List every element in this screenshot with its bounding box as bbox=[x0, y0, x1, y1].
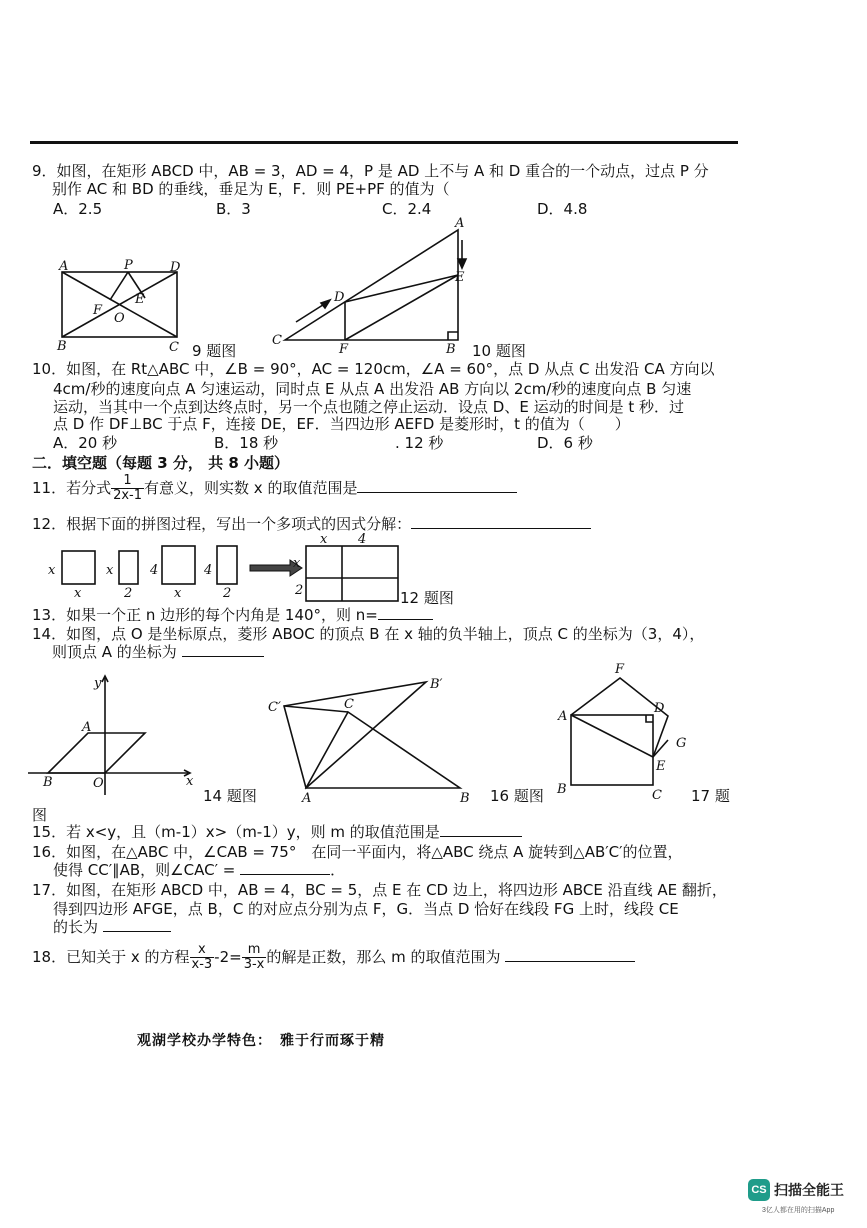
q10-label-b: B bbox=[446, 342, 456, 357]
q18-fraction-2-denominator: 3-x bbox=[243, 957, 265, 972]
q14-label-y: y bbox=[94, 676, 102, 691]
q15-answer-blank[interactable] bbox=[440, 836, 522, 837]
q17-label-d: D bbox=[654, 701, 665, 716]
q9-label-o: O bbox=[114, 311, 125, 326]
q10-line3: 运动，当其中一个点到达终点时，另一个点也随之停止运动．设点 D、E 运动的时间是 t 秒．过 bbox=[53, 398, 684, 416]
q10-line2: 4cm/秒的速度向点 A 匀速运动，同时点 E 从点 A 出发沿 AB 方向以 2cm/秒的速度向点 B 匀速 bbox=[53, 380, 692, 398]
q16-label-b: B bbox=[460, 791, 470, 806]
q9-line2: 别作 AC 和 BD 的垂线，垂足为 E，F．则 PE+PF 的值为（ bbox=[52, 180, 450, 198]
q17-fold-line-ae bbox=[571, 715, 653, 757]
q12-label-x-bottom1: x bbox=[74, 586, 82, 601]
q9-option-a: A．2.5 bbox=[53, 200, 103, 218]
q10-option-d: D．6 秒 bbox=[537, 434, 593, 452]
q17-line1: 17．如图，在矩形 ABCD 中，AB = 4，BC = 5，点 E 在 CD 边上，将四边形 ABCE 沿直线 AE 翻折， bbox=[32, 881, 727, 899]
q12-label-4-top: 4 bbox=[358, 532, 367, 547]
section2-title: 二．填空题（每题 3 分， 共 8 小题） bbox=[32, 454, 289, 472]
q17-line2: 得到四边形 AFGE，点 B，C 的对应点分别为点 F，G．当点 D 恰好在线段 FG 上时，线段 CE bbox=[53, 900, 679, 918]
q16-line2-wrap bbox=[53, 861, 345, 879]
q18-fraction-1 bbox=[190, 943, 215, 972]
q9-label-f: F bbox=[93, 303, 103, 318]
q11-prefix: 11．若分式 bbox=[32, 479, 112, 497]
q12-label-x-side2: x bbox=[106, 563, 114, 578]
q14-rhombus bbox=[48, 733, 145, 773]
q17-label-g: G bbox=[676, 736, 687, 751]
q10-label-f: F bbox=[339, 342, 349, 357]
q16-label-b1: B′ bbox=[430, 677, 443, 692]
q10-option-b: B．18 秒 bbox=[214, 434, 279, 452]
q17-label-b: B bbox=[557, 782, 567, 797]
q10-label-c: C bbox=[272, 333, 282, 348]
q16-triangle-ab1c1 bbox=[284, 682, 426, 788]
q12-label-4-side3: 4 bbox=[150, 563, 159, 578]
q16-label-c1: C′ bbox=[268, 700, 281, 715]
q17-label-e: E bbox=[656, 759, 666, 774]
scanner-app-name: 扫描全能王 bbox=[774, 1182, 844, 1198]
q16-figure bbox=[284, 682, 460, 788]
q18-fraction-2-numerator: m bbox=[242, 943, 267, 958]
q9-line1: 9．如图，在矩形 ABCD 中，AB = 3，AD = 4，P 是 AD 上不与 A 和 D 重合的一个动点，过点 P 分 bbox=[32, 162, 709, 180]
q10-label-d: D bbox=[334, 290, 345, 305]
q9-figure-caption: 9 题图 bbox=[192, 342, 237, 360]
q9-label-e: E bbox=[135, 292, 145, 307]
q17-label-f: F bbox=[615, 662, 625, 677]
q16-label-c: C bbox=[344, 697, 354, 712]
q14-line1: 14．如图，点 O 是坐标原点，菱形 ABOC 的顶点 B 在 x 轴的负半轴上，顶点 C 的坐标为（3，4）， bbox=[32, 625, 705, 643]
q12-label-2-bottom2: 2 bbox=[124, 586, 133, 601]
q9-label-d: D bbox=[170, 260, 181, 275]
q17-right-angle-mark bbox=[646, 715, 653, 722]
q18-prefix: 18．已知关于 x 的方程 bbox=[32, 948, 190, 966]
scanner-app-tagline: 3亿人都在用的扫描App bbox=[762, 1207, 835, 1214]
q12-label-2-bottom4: 2 bbox=[223, 586, 232, 601]
q13-text: 13．如果一个正 n 边形的每个内角是 140°，则 n= bbox=[32, 606, 378, 624]
q10-line1: 10．如图，在 Rt△ABC 中，∠B = 90°，AC = 120cm，∠A = 60°，点 D 从点 C 出发沿 CA 方向以 bbox=[32, 360, 715, 378]
q9-label-b: B bbox=[57, 339, 67, 354]
q14-label-b: B bbox=[43, 775, 53, 790]
q17-label-c: C bbox=[652, 788, 662, 803]
q14-label-x: x bbox=[186, 774, 194, 789]
q14-label-a: A bbox=[82, 720, 92, 735]
q10-figure-caption: 10 题图 bbox=[472, 342, 526, 360]
q9-label-c: C bbox=[169, 340, 179, 355]
q14-figure-caption-tail: 图 bbox=[32, 806, 48, 824]
q12-figure-caption: 12 题图 bbox=[400, 589, 454, 607]
q9-label-a: A bbox=[59, 259, 69, 274]
q12-label-x-top: x bbox=[320, 532, 328, 547]
q15-line bbox=[32, 823, 522, 841]
q17-label-a: A bbox=[558, 709, 568, 724]
q16-line2-end: ． bbox=[330, 861, 346, 879]
q18-fraction-1-numerator: x bbox=[190, 943, 215, 958]
q18-fraction-2 bbox=[242, 943, 267, 972]
q17-line3: 的长为 bbox=[53, 918, 99, 936]
q12-label-x-side1: x bbox=[48, 563, 56, 578]
q10-line4: 点 D 作 DF⊥BC 于点 F，连接 DE，EF．当四边形 AEFD 是菱形时，t 的值为（ ） bbox=[53, 415, 630, 433]
q14-figure-caption: 14 题图 bbox=[203, 787, 257, 805]
q18-line bbox=[32, 943, 635, 972]
q11-denominator: 2x-1 bbox=[113, 488, 143, 503]
scanner-logo-icon: CS bbox=[748, 1179, 770, 1201]
q17-figure-caption: 17 题 bbox=[691, 787, 730, 805]
q15-text: 15．若 x<y，且（m-1）x>（m-1）y，则 m 的取值范围是 bbox=[32, 823, 440, 841]
q16-line2: 使得 CC′∥AB，则∠CAC′ = bbox=[53, 861, 236, 879]
q11-numerator: 1 bbox=[111, 474, 144, 489]
q18-answer-blank[interactable] bbox=[505, 961, 635, 962]
q17-figure bbox=[571, 678, 668, 785]
school-motto: 观湖学校办学特色： 雅于行而琢于精 bbox=[137, 1033, 385, 1049]
q10-option-c: . 12 秒 bbox=[395, 434, 444, 452]
q16-segment-cc1 bbox=[284, 706, 348, 712]
q9-option-b: B．3 bbox=[216, 200, 251, 218]
q16-answer-blank[interactable] bbox=[240, 874, 330, 875]
q12-label-x-bottom3: x bbox=[174, 586, 182, 601]
q10-label-a: A bbox=[455, 216, 465, 231]
q17-answer-blank[interactable] bbox=[103, 931, 171, 932]
q14-label-o: O bbox=[93, 776, 104, 791]
q18-suffix: 的解是正数，那么 m 的取值范围为 bbox=[266, 948, 501, 966]
q9-option-d: D．4.8 bbox=[537, 200, 588, 218]
q9-option-c: C．2.4 bbox=[382, 200, 432, 218]
q18-fraction-1-denominator: x-3 bbox=[191, 957, 213, 972]
q17-segment-eg bbox=[653, 740, 668, 757]
q12-label-x-left: x bbox=[293, 556, 301, 571]
q12-text: 12．根据下面的拼图过程，写出一个多项式的因式分解： bbox=[32, 515, 412, 533]
q10-option-a: A．20 秒 bbox=[53, 434, 118, 452]
q10-label-e: E bbox=[455, 270, 465, 285]
q17-line3-wrap bbox=[53, 918, 171, 936]
q18-mid: -2= bbox=[214, 948, 242, 966]
q14-line2: 则顶点 A 的坐标为 bbox=[52, 643, 177, 661]
q16-label-a: A bbox=[302, 791, 312, 806]
q12-label-2-left: 2 bbox=[295, 583, 304, 598]
q16-figure-caption: 16 题图 bbox=[490, 787, 544, 805]
q11-suffix: 有意义，则实数 x 的取值范围是 bbox=[144, 479, 358, 497]
q16-line1: 16．如图，在△ABC 中，∠CAB = 75° 在同一平面内，将△ABC 绕点 A 旋转到△AB′C′的位置， bbox=[32, 843, 683, 861]
q12-label-4-side4: 4 bbox=[204, 563, 213, 578]
q9-label-p: P bbox=[124, 258, 133, 273]
q16-triangle-abc bbox=[306, 712, 460, 788]
